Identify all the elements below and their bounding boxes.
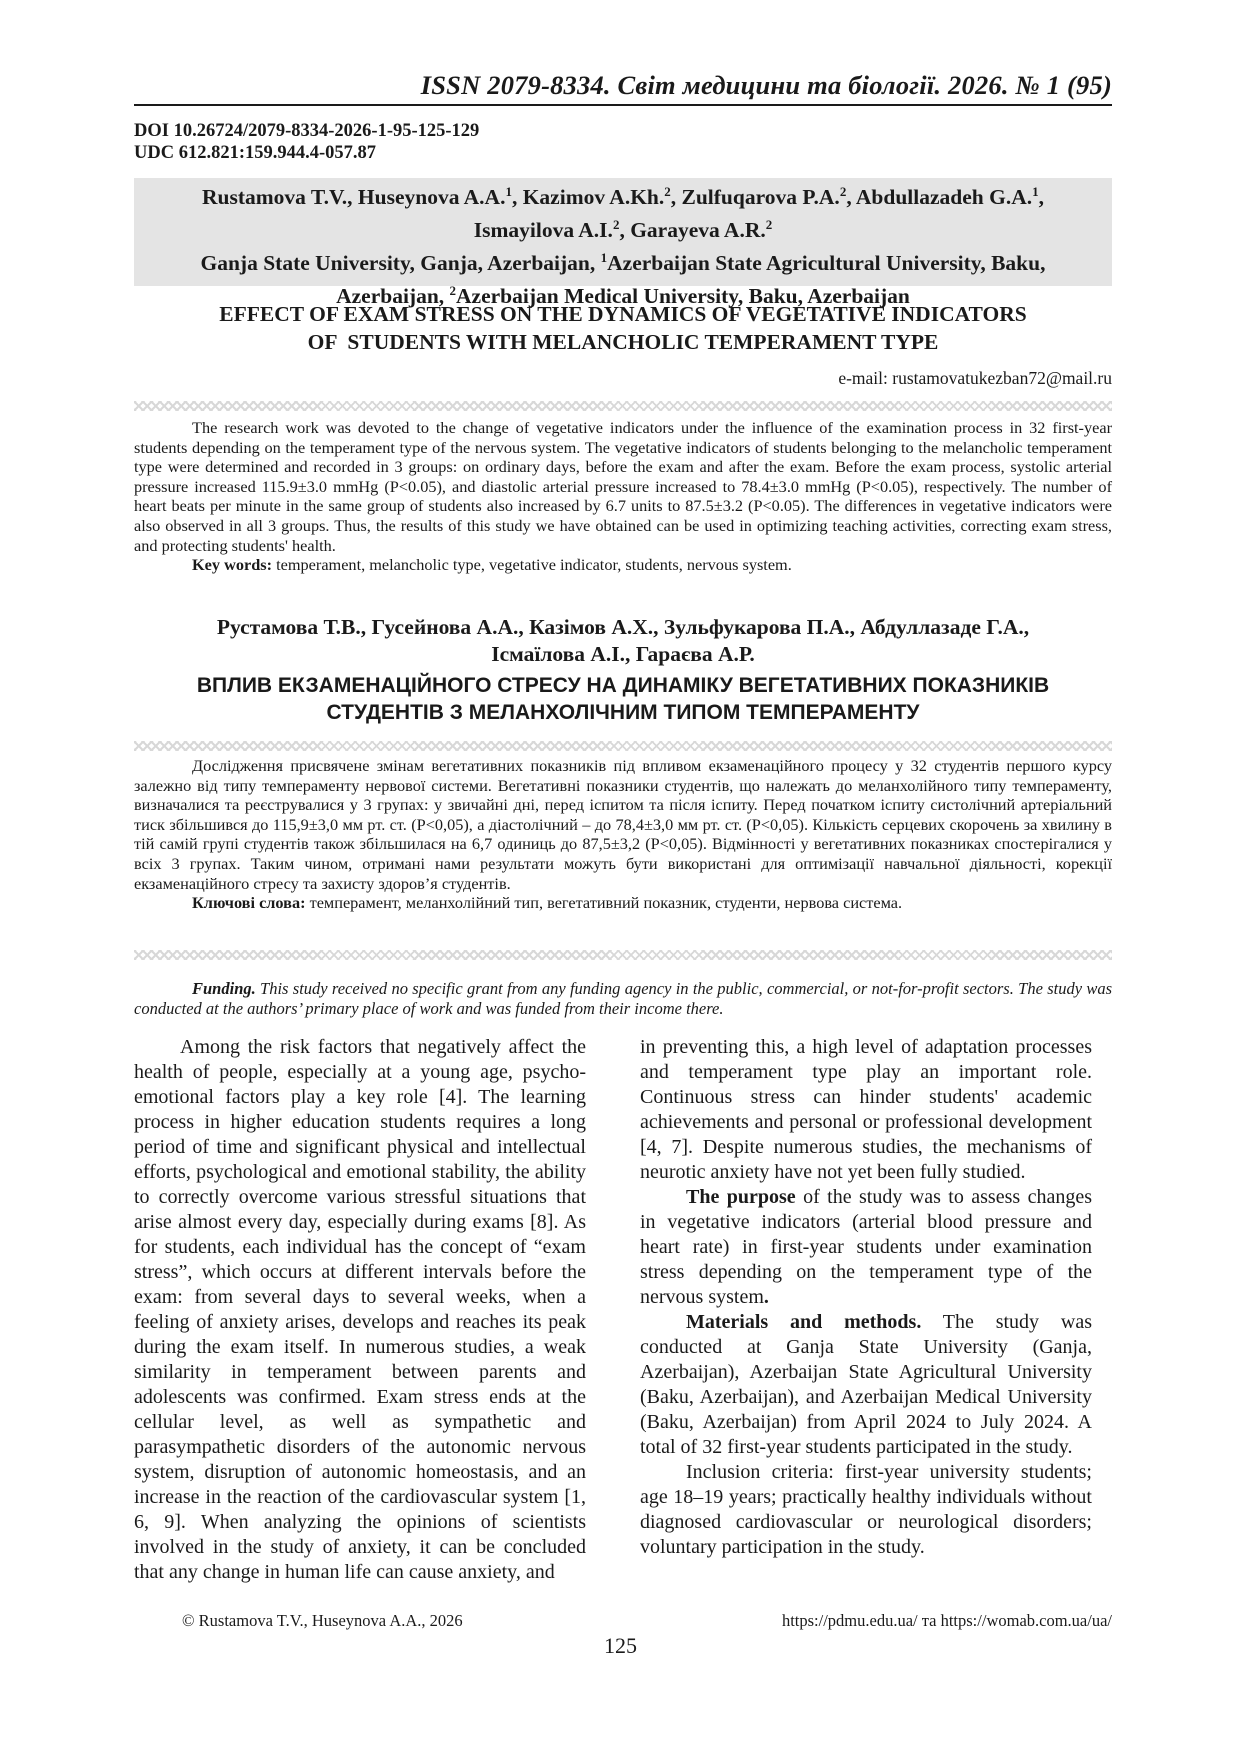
udc: UDC 612.821:159.944.4-057.87 bbox=[134, 143, 377, 163]
keywords-label: Ключові слова: bbox=[192, 893, 306, 913]
purpose-end: . bbox=[763, 1286, 769, 1308]
wave-divider bbox=[134, 401, 1112, 411]
article-title-ua bbox=[134, 672, 1112, 726]
authors-ua-line: Ісмаїлова А.І., Гараєва А.Р. bbox=[491, 642, 755, 666]
author-name: , Garayeva A.R. bbox=[619, 218, 766, 243]
funding-statement bbox=[134, 979, 1112, 1019]
affiliation-mark: 1 bbox=[600, 250, 608, 266]
funding-text: This study received no specific grant from any funding agency in the public, commercial, or not-for-profit sectors. The study was conducted at the authors’ primary place of work and was funded from their income there. bbox=[134, 979, 1112, 1018]
purpose-label: The purpose bbox=[686, 1186, 796, 1208]
authors-ua bbox=[134, 614, 1112, 668]
title-line: СТУДЕНТІВ З МЕЛАНХОЛІЧНИМ ТИПОМ ТЕМПЕРАМЕНТУ bbox=[326, 701, 920, 724]
page-number: 125 bbox=[604, 1633, 637, 1658]
authors-ua-line: Рустамова Т.В., Гусейнова А.А., Казімов А.Х., Зульфукарова П.А., Абдуллазаде Г.А., bbox=[216, 615, 1030, 639]
inclusion-paragraph: Inclusion criteria: first-year university students; age 18–19 years; practically healthy individuals without diagnosed cardiovascular or neurological disorders; voluntary participation in the study. bbox=[640, 1461, 1092, 1558]
title-line: OF STUDENTS WITH MELANCHOLIC TEMPERAMENT TYPE bbox=[307, 330, 939, 354]
separator: , bbox=[1038, 185, 1044, 210]
title-line: EFFECT OF EXAM STRESS ON THE DYNAMICS OF VEGETATIVE INDICATORS bbox=[219, 302, 1027, 326]
body-paragraph: in preventing this, a high level of adaptation processes and temperament type play an important role. Continuous stress can hinder students' academic achievements and personal or professional development [4, 7]. Despite numerous studies, the mechanisms of neurotic anxiety have not yet been fully studied. bbox=[640, 1036, 1092, 1183]
purpose-paragraph bbox=[640, 1185, 1092, 1310]
body-column-left bbox=[134, 1035, 586, 1585]
affiliation: Ganja State University, Ganja, Azerbaijan, bbox=[200, 251, 601, 276]
affiliation: Azerbaijan, bbox=[336, 284, 450, 309]
wave-divider bbox=[134, 950, 1112, 960]
abstract-text: Дослідження присвячене змінам вегетативних показників під впливом екзаменаційного процесу у 32 студентів першого курсу залежно від типу темпераменту нервової системи. Вегетативні показники студентів, що належать до меланхолійного типу темпераменту, визначалися та реєструвалися у 3 групах: у звичайні дні, перед іспитом та після іспиту. Перед початком іспиту систолічний артеріальний тиск збільшився до 115,9±3,0 мм рт. ст. (P<0,05), а діастолічний – до 78,4±3,0 мм рт. ст. (P<0,05). Кількість серцевих скорочень за хвилину в тій самій групі студентів також збільшилася на 6,7 одиниць до 87,5±3,2 (P<0,05). Відмінності у вегетативних показниках спостерігалися у всіх 3 групах. Таким чином, отримані нами результати можуть бути використані для оптимізації навчальної діяльності, корекції екзаменаційного стресу та захисту здоров’я студентів. bbox=[134, 756, 1112, 893]
keywords-ua bbox=[134, 893, 1112, 913]
contact-email: e-mail: rustamovatukezban72@mail.ru bbox=[838, 368, 1112, 388]
footer-urls: https://pdmu.edu.ua/ та https://womab.com.ua/ua/ bbox=[781, 1611, 1112, 1630]
affiliation-mark: 1 bbox=[1032, 184, 1039, 199]
author-name: , Kazimov A.Kh. bbox=[511, 185, 665, 210]
header-rule bbox=[134, 104, 1112, 106]
doi-block bbox=[134, 120, 479, 164]
author-name: , Abdullazadeh G.A. bbox=[846, 185, 1033, 210]
abstract-en bbox=[134, 418, 1112, 575]
author-name: Rustamova T.V., Huseynova A.A. bbox=[202, 185, 506, 210]
doi: DOI 10.26724/2079-8334-2026-1-95-125-129 bbox=[134, 121, 480, 141]
affiliation-mark: 2 bbox=[449, 283, 457, 299]
affiliation-mark: 2 bbox=[765, 217, 773, 233]
authors-en-line2 bbox=[134, 211, 1112, 244]
affiliation-mark: 2 bbox=[664, 184, 671, 199]
methods-text: The study was conducted at Ganja State University (Ganja, Azerbaijan), Azerbaijan State Agricultural University (Baku, Azerbaijan), and Azerbaijan Medical University (Baku, Azerbaijan) from April 2024 to July 2024. A total of 32 first-year students participated in the study. bbox=[640, 1311, 1092, 1458]
funding-label: Funding. bbox=[192, 979, 256, 998]
abstract-ua bbox=[134, 756, 1112, 913]
body-paragraph: Among the risk factors that negatively affect the health of people, especially at a young age, psycho-emotional factors play a key role [4]. The learning process in higher education students requires a long period of time and significant physical and intellectual efforts, psychological and emotional stability, the ability to correctly overcome various stressful situations that arise almost every day, especially during exams [8]. As for students, each individual has the concept of “exam stress”, which occurs at different intervals before the exam: from several days to several weeks, when a feeling of anxiety arises, develops and reaches its peak during the exam itself. In numerous studies, a weak similarity in temperament between parents and adolescents was confirmed. Exam stress ends at the cellular level, as well as sympathetic and parasympathetic disorders of the autonomic nervous system, disruption of autonomic homeostasis, and an increase in the reaction of the cardiovascular system [1, 6, 9]. When analyzing the opinions of scientists involved in the study of anxiety, it can be concluded that any change in human life can cause anxiety, and bbox=[134, 1036, 586, 1583]
keywords-en bbox=[134, 555, 1112, 575]
affiliation-mark: 2 bbox=[839, 184, 847, 199]
keywords-text: темперамент, меланхолійний тип, вегетативний показник, студенти, нервова система. bbox=[305, 893, 903, 913]
methods-label: Materials and methods. bbox=[686, 1311, 922, 1333]
methods-paragraph bbox=[640, 1310, 1092, 1460]
keywords-label: Key words: bbox=[192, 555, 273, 575]
keywords-text: temperament, melancholic type, vegetative indicator, students, nervous system. bbox=[272, 555, 792, 575]
author-name: Ismayilova A.I. bbox=[473, 218, 613, 243]
article-title-en bbox=[134, 300, 1112, 356]
affiliation: Azerbaijan Medical University, Baku, Azerbaijan bbox=[456, 284, 910, 309]
affiliations-line1 bbox=[134, 244, 1112, 277]
author-affiliation-block bbox=[134, 178, 1112, 309]
author-name: , Zulfuqarova P.A. bbox=[670, 185, 840, 210]
title-line: ВПЛИВ ЕКЗАМЕНАЦІЙНОГО СТРЕСУ НА ДИНАМІКУ ВЕГЕТАТИВНИХ ПОКАЗНИКІВ bbox=[196, 674, 1050, 697]
journal-header: ISSN 2079-8334. Світ медицини та біології. 2026. № 1 (95) bbox=[420, 70, 1112, 100]
footer-copyright: © Rustamova T.V., Huseynova A.A., 2026 bbox=[182, 1611, 463, 1630]
abstract-text: The research work was devoted to the change of vegetative indicators under the influence of the examination process in 32 first-year students depending on the temperament type of the nervous system. The vegetative indicators of students belonging to the melancholic temperament type were determined and recorded in 3 groups: on ordinary days, before the exam and after the exam. Before the exam process, systolic arterial pressure increased 115.9±3.0 mmHg (P<0.05), and diastolic arterial pressure increased to 78.4±3.0 mmHg (P<0.05), respectively. The number of heart beats per minute in the same group of students also increased by 6.7 units to 87.5±3.2 (P<0.05). The differences in vegetative indicators were also observed in all 3 groups. Thus, the results of this study we have obtained can be used in optimizing teaching activities, correcting exam stress, and protecting students' health. bbox=[134, 418, 1112, 555]
purpose-text: of the study was to assess changes in vegetative indicators (arterial blood pressure and heart rate) in first-year students under examination stress depending on the temperament type of the nervous system bbox=[640, 1186, 1092, 1308]
affiliation-mark: 2 bbox=[612, 217, 620, 233]
wave-divider bbox=[134, 741, 1112, 751]
affiliation: Azerbaijan State Agricultural University, Baku, bbox=[607, 251, 1046, 276]
body-column-right bbox=[640, 1035, 1092, 1560]
authors-en-line1 bbox=[134, 178, 1112, 211]
affiliation-mark: 1 bbox=[505, 184, 512, 199]
